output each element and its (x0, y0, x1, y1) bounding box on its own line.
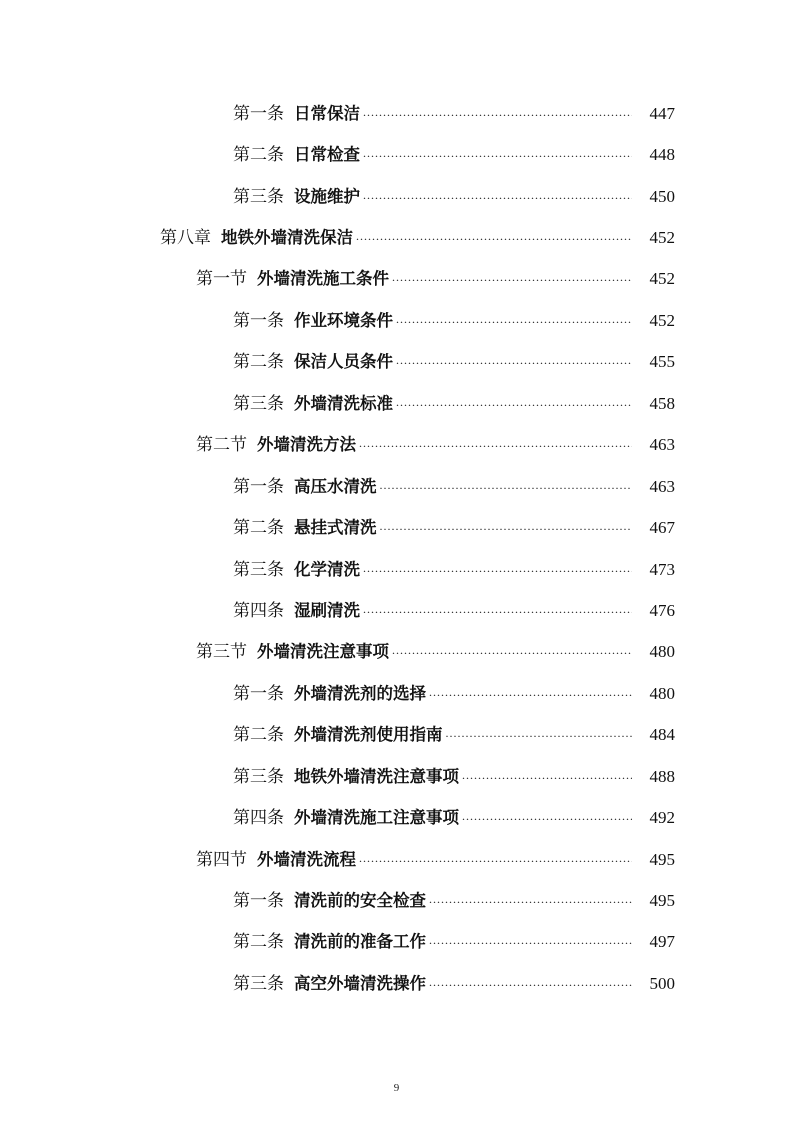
toc-title: 外墙清洗标准 (294, 393, 393, 413)
dot-leader (359, 850, 632, 870)
toc-page-number: 495 (649, 891, 675, 911)
toc-page-number: 484 (649, 725, 675, 745)
toc-row[interactable] (0, 300, 793, 341)
toc-title: 清洗前的安全检查 (294, 891, 426, 911)
toc-page-number: 500 (649, 973, 675, 993)
toc-title: 外墙清洗方法 (257, 435, 356, 455)
toc-row[interactable] (0, 217, 793, 258)
toc-title: 化学清洗 (294, 559, 360, 579)
dot-leader (396, 394, 632, 414)
toc-row[interactable] (0, 715, 793, 756)
toc-label: 第二条 (233, 725, 284, 746)
dot-leader (363, 560, 632, 580)
toc-label: 第三节 (196, 642, 247, 663)
toc-label: 第二条 (233, 145, 284, 166)
toc-label: 第一条 (233, 476, 284, 497)
dot-leader (356, 228, 632, 248)
toc-page-number: 447 (649, 103, 675, 123)
toc-label: 第二条 (233, 352, 284, 373)
toc-row[interactable] (0, 425, 793, 466)
dot-leader (392, 642, 632, 662)
toc-title: 作业环境条件 (294, 310, 393, 330)
toc-row[interactable] (0, 507, 793, 548)
toc-title: 地铁外墙清洗注意事项 (294, 766, 459, 786)
toc-page-number: 450 (649, 186, 675, 206)
toc-title: 外墙清洗流程 (257, 849, 356, 869)
toc-page-number: 473 (649, 559, 675, 579)
toc-title: 外墙清洗剂使用指南 (294, 725, 443, 745)
toc-page-number: 497 (649, 932, 675, 952)
toc-row[interactable] (0, 383, 793, 424)
toc-title: 清洗前的准备工作 (294, 932, 426, 952)
toc-page-number: 476 (649, 600, 675, 620)
dot-leader (396, 311, 632, 331)
toc-row[interactable] (0, 797, 793, 838)
dot-leader (429, 974, 632, 994)
toc-label: 第三条 (233, 766, 284, 787)
toc-row[interactable] (0, 590, 793, 631)
toc-page-number: 495 (649, 849, 675, 869)
toc-label: 第三条 (233, 393, 284, 414)
toc-row[interactable] (0, 673, 793, 714)
toc-title: 外墙清洗施工条件 (257, 269, 389, 289)
dot-leader (392, 269, 632, 289)
toc-label: 第一条 (233, 683, 284, 704)
toc-title: 外墙清洗剂的选择 (294, 683, 426, 703)
dot-leader (363, 104, 632, 124)
toc-page-number: 452 (649, 269, 675, 289)
toc-label: 第八章 (160, 228, 211, 249)
toc-label: 第四节 (196, 849, 247, 870)
toc-page-number: 458 (649, 393, 675, 413)
toc-page-number: 463 (649, 435, 675, 455)
toc-title: 湿刷清洗 (294, 600, 360, 620)
dot-leader (429, 891, 632, 911)
toc-label: 第三条 (233, 973, 284, 994)
toc-label: 第三条 (233, 186, 284, 207)
toc-title: 日常检查 (294, 145, 360, 165)
toc-title: 外墙清洗注意事项 (257, 642, 389, 662)
toc-row[interactable] (0, 549, 793, 590)
toc-page-number: 455 (649, 352, 675, 372)
toc-row[interactable] (0, 93, 793, 134)
toc-row[interactable] (0, 466, 793, 507)
dot-leader (380, 518, 633, 538)
toc-label: 第四条 (233, 808, 284, 829)
toc-label: 第一条 (233, 310, 284, 331)
dot-leader (396, 352, 632, 372)
toc-title: 外墙清洗施工注意事项 (294, 808, 459, 828)
toc-title: 地铁外墙清洗保洁 (221, 228, 353, 248)
toc-page-number: 480 (649, 642, 675, 662)
dot-leader (363, 145, 632, 165)
dot-leader (363, 187, 632, 207)
toc-row[interactable] (0, 963, 793, 1004)
toc-row[interactable] (0, 134, 793, 175)
toc-page-number: 488 (649, 766, 675, 786)
dot-leader (380, 477, 633, 497)
toc-page-number: 448 (649, 145, 675, 165)
toc-label: 第四条 (233, 600, 284, 621)
dot-leader (462, 808, 632, 828)
toc-title: 高空外墙清洗操作 (294, 973, 426, 993)
toc-label: 第一条 (233, 891, 284, 912)
toc-title: 设施维护 (294, 186, 360, 206)
table-of-contents (0, 93, 793, 1005)
footer-page-number: 9 (393, 1082, 400, 1094)
toc-page-number: 480 (649, 683, 675, 703)
toc-label: 第二条 (233, 518, 284, 539)
toc-label: 第一节 (196, 269, 247, 290)
toc-row[interactable] (0, 176, 793, 217)
dot-leader (429, 932, 632, 952)
dot-leader (359, 435, 632, 455)
toc-row[interactable] (0, 839, 793, 880)
toc-label: 第三条 (233, 559, 284, 580)
toc-title: 悬挂式清洗 (294, 518, 377, 538)
toc-row[interactable] (0, 756, 793, 797)
toc-page-number: 452 (649, 228, 675, 248)
dot-leader (363, 601, 632, 621)
dot-leader (462, 767, 632, 787)
toc-label: 第二节 (196, 435, 247, 456)
dot-leader (429, 684, 632, 704)
toc-row[interactable] (0, 632, 793, 673)
toc-page-number: 467 (649, 518, 675, 538)
toc-title: 保洁人员条件 (294, 352, 393, 372)
toc-title: 高压水清洗 (294, 476, 377, 496)
toc-page-number: 463 (649, 476, 675, 496)
toc-page-number: 452 (649, 310, 675, 330)
toc-title: 日常保洁 (294, 103, 360, 123)
toc-row[interactable] (0, 880, 793, 921)
dot-leader (446, 725, 633, 745)
toc-row[interactable] (0, 342, 793, 383)
toc-page-number: 492 (649, 808, 675, 828)
toc-row[interactable] (0, 259, 793, 300)
toc-row[interactable] (0, 922, 793, 963)
toc-label: 第二条 (233, 932, 284, 953)
toc-label: 第一条 (233, 103, 284, 124)
